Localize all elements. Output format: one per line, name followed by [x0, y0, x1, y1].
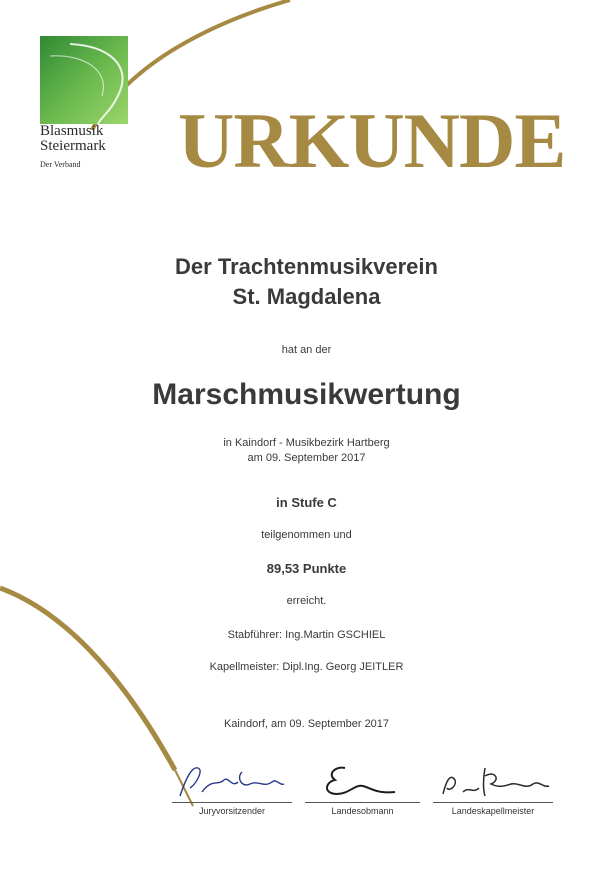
signature-label: Landeskapellmeister	[451, 806, 535, 816]
signature-line	[433, 802, 553, 803]
handwritten-signature-icon	[172, 758, 292, 802]
handwritten-signature-icon	[305, 758, 420, 802]
stabfuehrer-text: Stabführer: Ing.Martin GSCHIEL	[227, 629, 386, 641]
signature-landeskapellmeister	[433, 758, 553, 820]
recipient-line1: Der Trachtenmusikverein	[175, 254, 438, 279]
blasmusik-steiermark-logo	[40, 36, 135, 176]
location-text: in Kaindorf - Musikbezirk Hartberg	[223, 437, 390, 449]
certificate-title: URKUNDE	[178, 97, 566, 184]
participated-text: teilgenommen und	[261, 529, 352, 541]
kapellmeister-text: Kapellmeister: Dipl.Ing. Georg JEITLER	[209, 661, 404, 673]
logo-emblem	[40, 36, 128, 124]
signature-label: Juryvorsitzender	[198, 806, 266, 816]
signature-juryvorsitzender	[172, 758, 292, 820]
handwritten-signature-icon	[433, 758, 553, 802]
score-text: 89,53 Punkte	[266, 561, 347, 576]
logo-name-line2: Steiermark	[40, 138, 106, 154]
recipient-line2: St. Magdalena	[232, 284, 381, 309]
signature-line	[305, 802, 420, 803]
intro-text: hat an der	[281, 344, 332, 356]
event-name: Marschmusikwertung	[152, 378, 461, 411]
place-date-text: Kaindorf, am 09. September 2017	[223, 718, 390, 730]
signature-line	[172, 802, 292, 803]
achieved-text: erreicht.	[286, 595, 327, 607]
recipient-name	[0, 252, 613, 312]
logo-tagline: Der Verband	[40, 160, 81, 169]
logo-name-line1: Blasmusik	[40, 123, 104, 139]
signature-label: Landesobmann	[331, 806, 394, 816]
date-text: am 09. September 2017	[247, 452, 366, 464]
level-text: in Stufe C	[276, 495, 337, 510]
signature-landesobmann	[305, 758, 420, 820]
